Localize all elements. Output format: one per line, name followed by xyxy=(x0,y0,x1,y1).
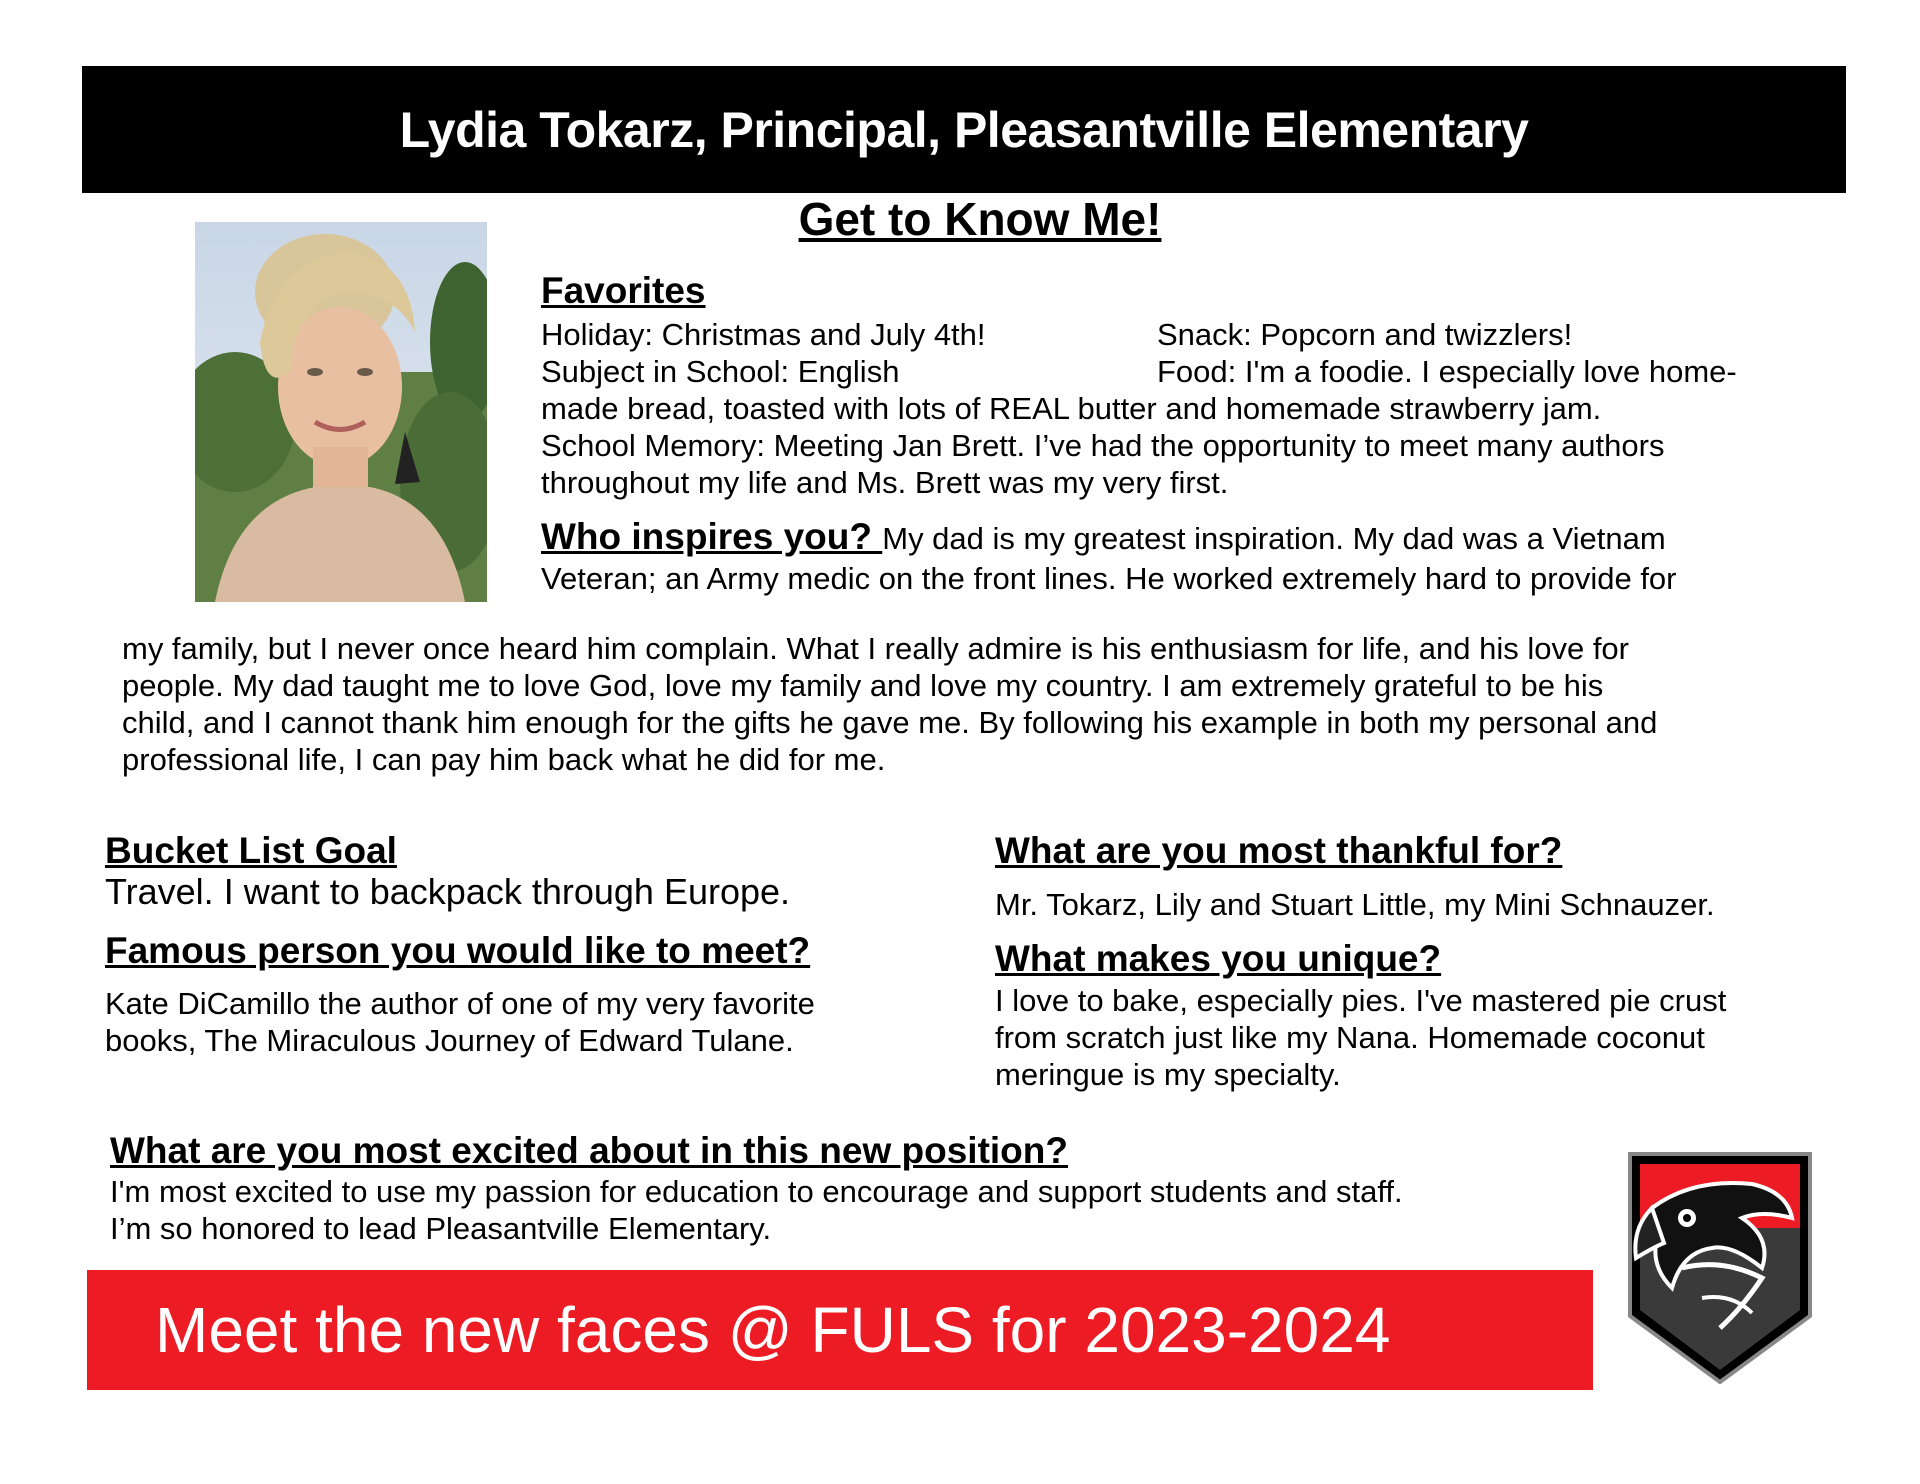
excited-line1: I'm most excited to use my passion for education to encourage and support students and staff. xyxy=(110,1174,1403,1209)
hawk-shield-logo-icon xyxy=(1612,1148,1828,1388)
inspires-heading: Who inspires you? xyxy=(541,516,883,557)
famous-person-line1: Kate DiCamillo the author of one of my very favorite xyxy=(105,986,815,1021)
favorite-holiday: Holiday: Christmas and July 4th! xyxy=(541,317,986,352)
page-title: Lydia Tokarz, Principal, Pleasantville Elementary xyxy=(399,101,1529,158)
excited-line2: I’m so honored to lead Pleasantville Elementary. xyxy=(110,1211,772,1246)
favorite-food-line2: made bread, toasted with lots of REAL butter and homemade strawberry jam. xyxy=(541,391,1602,426)
inspires-line6: professional life, I can pay him back what he did for me. xyxy=(122,742,886,777)
favorite-subject: Subject in School: English xyxy=(541,354,900,389)
inspires-line4: people. My dad taught me to love God, love my family and love my country. I am extremely grateful to be his xyxy=(122,668,1604,703)
unique-line1: I love to bake, especially pies. I've mastered pie crust xyxy=(995,983,1727,1018)
bucket-list-text: Travel. I want to backpack through Europe. xyxy=(105,871,791,912)
footer-banner-text: Meet the new faces @ FULS for 2023-2024 xyxy=(155,1294,1391,1366)
thankful-heading: What are you most thankful for? xyxy=(995,830,1563,871)
school-memory-line2: throughout my life and Ms. Brett was my very first. xyxy=(541,465,1229,500)
inspires-line2: Veteran; an Army medic on the front lines. He worked extremely hard to provide for xyxy=(541,561,1677,596)
footer-banner xyxy=(87,1270,1593,1390)
inspires-line1-row xyxy=(541,518,1666,557)
famous-person-heading: Famous person you would like to meet? xyxy=(105,930,811,971)
favorites-heading: Favorites xyxy=(541,270,706,311)
favorite-food-line1: Food: I'm a foodie. I especially love home- xyxy=(1157,354,1737,389)
famous-person-line2: books, The Miraculous Journey of Edward Tulane. xyxy=(105,1023,794,1058)
thankful-text: Mr. Tokarz, Lily and Stuart Little, my Mini Schnauzer. xyxy=(995,887,1715,922)
header-bar xyxy=(82,66,1846,193)
bucket-list-heading: Bucket List Goal xyxy=(105,830,397,871)
school-memory-line1: School Memory: Meeting Jan Brett. I’ve had the opportunity to meet many authors xyxy=(541,428,1665,463)
inspires-line5: child, and I cannot thank him enough for the gifts he gave me. By following his example in both my personal and xyxy=(122,705,1658,740)
unique-heading: What makes you unique? xyxy=(995,938,1442,979)
unique-line2: from scratch just like my Nana. Homemade coconut xyxy=(995,1020,1705,1055)
inspires-line1: My dad is my greatest inspiration. My dad was a Vietnam xyxy=(882,521,1666,556)
portrait-photo xyxy=(195,222,487,602)
favorite-snack: Snack: Popcorn and twizzlers! xyxy=(1157,317,1573,352)
unique-line3: meringue is my specialty. xyxy=(995,1057,1341,1092)
subtitle: Get to Know Me! xyxy=(798,193,1162,245)
excited-heading: What are you most excited about in this new position? xyxy=(110,1130,1068,1171)
inspires-line3: my family, but I never once heard him complain. What I really admire is his enthusiasm for life, and his love for xyxy=(122,631,1629,666)
